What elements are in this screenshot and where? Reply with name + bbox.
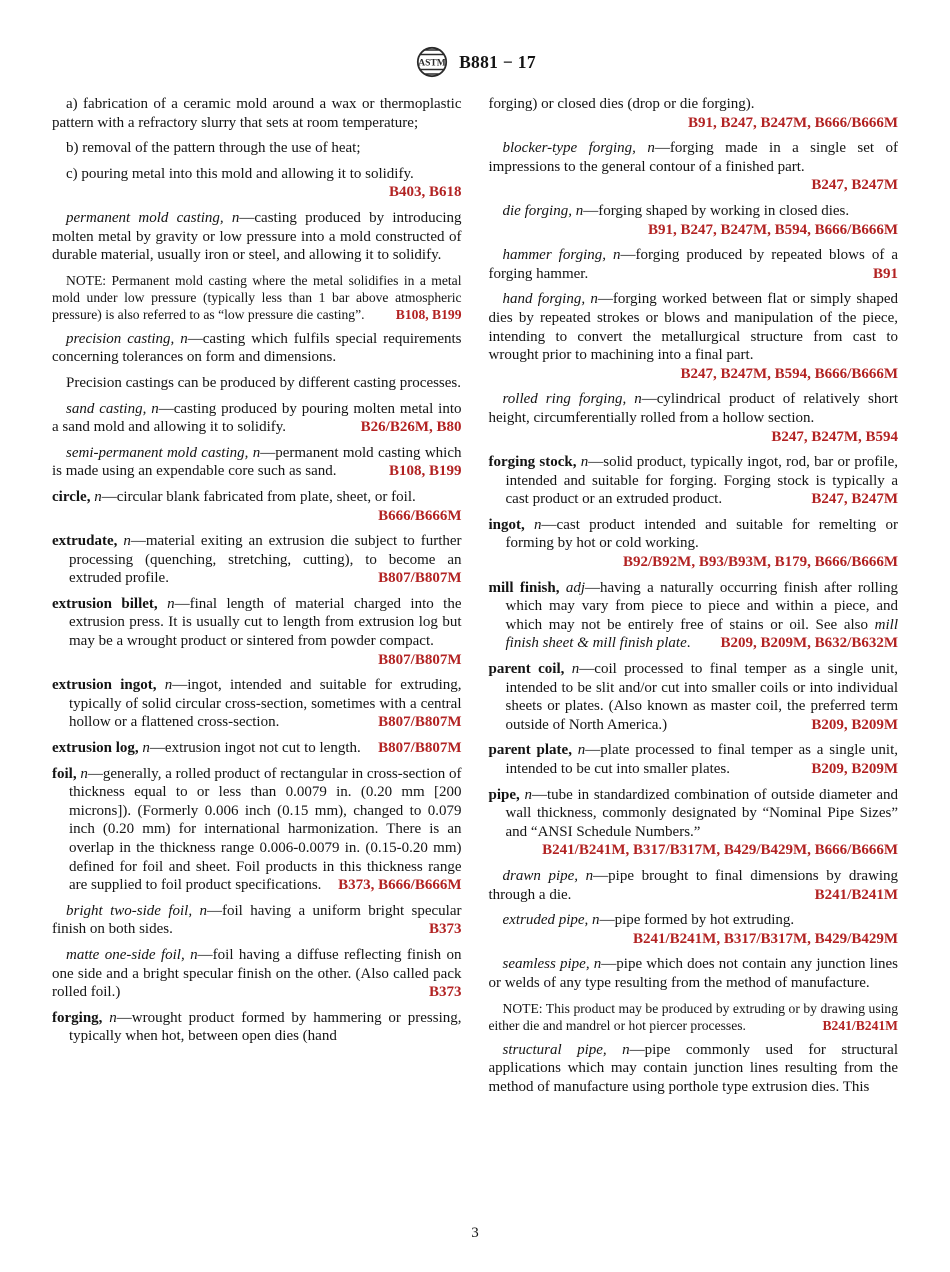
document-number: B881 − 17	[459, 51, 536, 72]
reference-codes: B91	[872, 265, 898, 282]
reference-codes: B807/B807M	[378, 651, 462, 668]
paragraph-text: a) fabrication of a ceramic mold around a wax or thermoplastic pattern with a refractory slurry that sets at room temperature;	[52, 96, 462, 131]
term-name: extrudate,	[52, 533, 118, 550]
term-name: rolled ring forging, n	[502, 391, 642, 408]
paragraph-text: b) removal of the pattern through the use of heat;	[66, 140, 361, 157]
term-entry	[52, 330, 462, 367]
reference-codes: B241/B241M, B317/B317M, B429/B429M, B666/B666M	[542, 842, 898, 859]
term-entry	[489, 516, 899, 572]
definition-text: —extrusion ingot not cut to length.	[149, 740, 361, 757]
term-entry	[52, 676, 462, 732]
definition-text: —foil having a uniform bright specular finish on both sides.	[52, 902, 462, 938]
reference-codes: B209, B209M	[811, 716, 898, 733]
term-name: extrusion ingot,	[52, 677, 157, 694]
term-entry	[52, 595, 462, 669]
term-name: precision casting, n	[66, 330, 188, 347]
term-name: extrusion billet,	[52, 595, 158, 612]
part-of-speech: n	[524, 786, 532, 803]
definition-text: —final length of material charged into the extrusion press. It is usually cut to length from extrusion log but may be a wrought product or sintered from powder compact.	[69, 595, 462, 650]
term-entry	[489, 139, 899, 195]
part-of-speech: n	[577, 742, 586, 759]
reference-codes: B807/B807M	[378, 740, 462, 757]
reference-codes: B247, B247M, B594	[771, 428, 898, 445]
definition-text: —pipe brought to final dimensions by drawing through a die.	[488, 867, 898, 903]
term-name: hand forging, n	[502, 291, 598, 308]
reference-codes: B247, B247M, B594, B666/B666M	[680, 365, 898, 382]
term-name: permanent mold casting, n	[66, 209, 240, 226]
term-entry	[52, 532, 462, 588]
part-of-speech: n	[142, 740, 150, 757]
term-name: circle,	[52, 488, 91, 505]
definition-text: —having a naturally occurring finish after rolling which may vary from piece to piece and within a piece, and which may not be entirely free of stains or oil. See also	[505, 579, 898, 633]
paragraph-text: NOTE: This product may be produced by extruding or by drawing using either die and mandrel or hot piercer processes.	[488, 1000, 898, 1033]
term-entry	[489, 911, 899, 948]
reference-codes: B108, B199	[388, 463, 462, 480]
part-of-speech: n	[94, 488, 102, 505]
term-name: drawn pipe, n	[502, 867, 594, 884]
reference-codes: B373, B666/B666M	[338, 877, 462, 894]
paragraph	[52, 95, 462, 132]
document-header	[0, 0, 950, 78]
two-column-body	[0, 78, 950, 1103]
paragraph-text: NOTE: Permanent mold casting where the metal solidifies in a metal mold under low pressure (typically less than 1 bar above atmospheric pressure) is also referred to as “low pressure die casting”.	[52, 272, 462, 322]
term-name: seamless pipe, n	[502, 956, 602, 973]
paragraph	[52, 374, 462, 393]
reference-codes: B373	[428, 921, 462, 938]
definition-text: —forging produced by repeated blows of a forging hammer.	[488, 247, 899, 282]
part-of-speech: n	[534, 516, 542, 533]
page-footer	[0, 1225, 950, 1242]
term-entry	[52, 739, 462, 758]
paragraph	[52, 165, 462, 202]
term-entry	[489, 660, 899, 734]
definition-text: —cast product intended and suitable for remelting or forming by hot or cold working.	[505, 516, 899, 552]
term-entry	[52, 209, 462, 265]
term-name: bright two-side foil, n	[66, 902, 207, 919]
term-name: ingot,	[488, 516, 525, 533]
term-entry	[489, 290, 899, 383]
reference-codes: B666/B666M	[378, 507, 462, 524]
definition-italic-phrase: mill finish sheet & mill finish plate	[505, 616, 898, 652]
term-entry	[489, 1041, 899, 1097]
svg-text:ASTM: ASTM	[418, 58, 446, 69]
reference-codes: B108, B199	[395, 306, 462, 322]
term-entry	[489, 246, 899, 283]
part-of-speech: n	[80, 765, 88, 782]
reference-codes: B209, B209M	[811, 761, 898, 777]
term-entry	[52, 400, 462, 437]
term-entry	[489, 955, 899, 992]
term-entry	[489, 202, 899, 239]
term-name: extruded pipe, n	[502, 912, 600, 929]
reference-codes: B241/B241M	[822, 1017, 898, 1033]
definition-text: —forging made in a single set of impressions to the general contour of a finished part.	[488, 140, 898, 175]
term-name: forging,	[52, 1009, 103, 1026]
part-of-speech: n	[164, 677, 173, 694]
part-of-speech: n	[571, 661, 580, 678]
paragraph-text: Precision castings can be produced by different casting processes.	[66, 374, 462, 391]
paragraph-text: forging) or closed dies (drop or die forging).	[488, 96, 755, 112]
paragraph	[489, 95, 899, 132]
definition-text: —pipe formed by hot extruding.	[599, 912, 795, 929]
term-entry	[52, 765, 462, 895]
term-name: mill finish,	[488, 579, 560, 596]
part-of-speech: adj	[565, 579, 585, 596]
definition-text: —ingot, intended and suitable for extruding, typically of solid circular cross-section, sometimes with a central hollow or a flattened cross-section.	[69, 677, 462, 731]
definition-text: —solid product, typically ingot, rod, bar or profile, intended and suitable for forging. Forging stock is typically a cast product or an extruded product.	[505, 454, 899, 508]
reference-codes: B247, B247M	[811, 491, 898, 508]
term-entry	[52, 444, 462, 481]
term-name: parent plate,	[488, 742, 572, 759]
definition-text: —casting produced by introducing molten metal by gravity or low pressure into a mold constructed of durable material, usually iron or steel, and allowing it to solidify.	[52, 209, 462, 264]
definition-text: —tube in standardized combination of outside diameter and wall thickness, commonly designated by “Nominal Pipe Sizes” and “ANSI Schedule Numbers.”	[505, 786, 898, 840]
definition-text: —generally, a rolled product of rectangular in cross-section of thickness equal to or less than 0.0079 in. (0.20 mm [200 microns]). (Formerly 0.006 inch (0.15 mm), changed to 0.079 inch (0.20 mm) for international harmonization. There is an overlap in the thickness range 0.006-0.0079 in. (0.15-0.20 mm) defined for foil and sheet. Foil products in this thickness range are supplied to foil product specifications.	[69, 765, 462, 894]
reference-codes: B807/B807M	[378, 714, 462, 731]
definition-text: —material exiting an extrusion die subject to further processing (quenching, stretching, cutting), to become an extruded profile.	[69, 533, 462, 587]
term-name: hammer forging, n	[502, 247, 621, 264]
term-name: die forging, n	[502, 202, 584, 219]
term-name: pipe,	[488, 786, 520, 803]
right-column	[489, 95, 899, 1103]
reference-codes: B373	[428, 984, 462, 1001]
note-paragraph	[52, 272, 462, 323]
left-column	[52, 95, 462, 1103]
reference-codes: B807/B807M	[378, 570, 462, 587]
term-entry	[489, 867, 899, 904]
astm-logo-icon	[414, 46, 450, 78]
reference-codes: B91, B247, B247M, B594, B666/B666M	[647, 221, 898, 238]
reference-codes: B92/B92M, B93/B93M, B179, B666/B666M	[622, 554, 898, 571]
term-entry	[489, 453, 899, 509]
definition-text: —casting which fulfils special requirements concerning tolerances on form and dimensions.	[52, 330, 462, 366]
term-entry	[52, 902, 462, 939]
definition-text: —pipe which does not contain any junction lines or welds of any type resulting from the method of manufacture.	[488, 956, 899, 991]
definition-text: —pipe commonly used for structural applications which may contain junction lines resulting from the method of manufacture using porthole type extrusion dies. This	[488, 1041, 898, 1095]
definition-text: —forging shaped by working in closed dies.	[583, 202, 850, 219]
reference-codes: B403, B618	[388, 184, 462, 201]
reference-codes: B247, B247M	[811, 177, 898, 194]
definition-text: —circular blank fabricated from plate, sheet, or foil.	[101, 488, 416, 505]
term-name: semi-permanent mold casting, n	[66, 444, 261, 461]
part-of-speech: n	[123, 533, 131, 550]
definition-text: .	[686, 635, 691, 652]
page-number: 3	[471, 1225, 479, 1241]
term-entry	[489, 390, 899, 446]
term-name: matte one-side foil, n	[66, 946, 198, 963]
term-entry	[52, 1009, 462, 1046]
paragraph	[52, 139, 462, 158]
definition-text: —cylindrical product of relatively short height, circumferentially rolled from a hollow section.	[488, 391, 899, 426]
term-entry	[489, 579, 899, 653]
reference-codes: B26/B26M, B80	[360, 419, 462, 436]
part-of-speech: n	[109, 1009, 117, 1026]
term-entry	[52, 946, 462, 1002]
term-name: blocker-type forging, n	[502, 140, 655, 157]
reference-codes: B91, B247, B247M, B666/B666M	[687, 114, 898, 131]
reference-codes: B209, B209M, B632/B632M	[720, 635, 898, 652]
paragraph-text: c) pouring metal into this mold and allowing it to solidify.	[66, 165, 414, 182]
definition-text: —wrought product formed by hammering or pressing, typically when hot, between open dies (hand	[69, 1009, 462, 1045]
term-name: extrusion log,	[52, 740, 139, 757]
term-entry	[489, 741, 899, 778]
definition-text: —permanent mold casting which is made using an expendable core such as sand.	[52, 444, 462, 480]
part-of-speech: n	[167, 595, 175, 612]
reference-codes: B241/B241M	[814, 886, 898, 903]
note-paragraph	[489, 1000, 899, 1034]
definition-text: —foil having a diffuse reflecting finish on one side and a bright specular finish on the other. (Also called pack rolled foil.)	[52, 946, 462, 1001]
part-of-speech: n	[580, 454, 589, 471]
term-name: forging stock,	[488, 454, 577, 471]
term-entry	[489, 786, 899, 860]
definition-text: —forging worked between flat or simply shaped dies by repeated strokes or blows and manipulation of the piece, intending to convert the metallurgical structure from cast to wrought prior to machining into a final part.	[488, 291, 898, 364]
term-name: foil,	[52, 765, 77, 782]
definition-text: —plate processed to final temper as a single unit, intended to be cut into smaller plates.	[505, 742, 899, 777]
term-entry	[52, 488, 462, 525]
definition-text: —coil processed to final temper as a single unit, intended to be slit and/or cut into smaller coils or into individual sheets or plates. (Also known as master coil, the preferred term outside of North America.)	[505, 661, 898, 733]
definition-text: —casting produced by pouring molten metal into a sand mold and allowing it to solidify.	[52, 400, 462, 436]
term-name: parent coil,	[488, 661, 565, 678]
term-name: structural pipe, n	[502, 1041, 630, 1058]
reference-codes: B241/B241M, B317/B317M, B429/B429M	[632, 930, 898, 947]
term-name: sand casting, n	[66, 400, 159, 417]
